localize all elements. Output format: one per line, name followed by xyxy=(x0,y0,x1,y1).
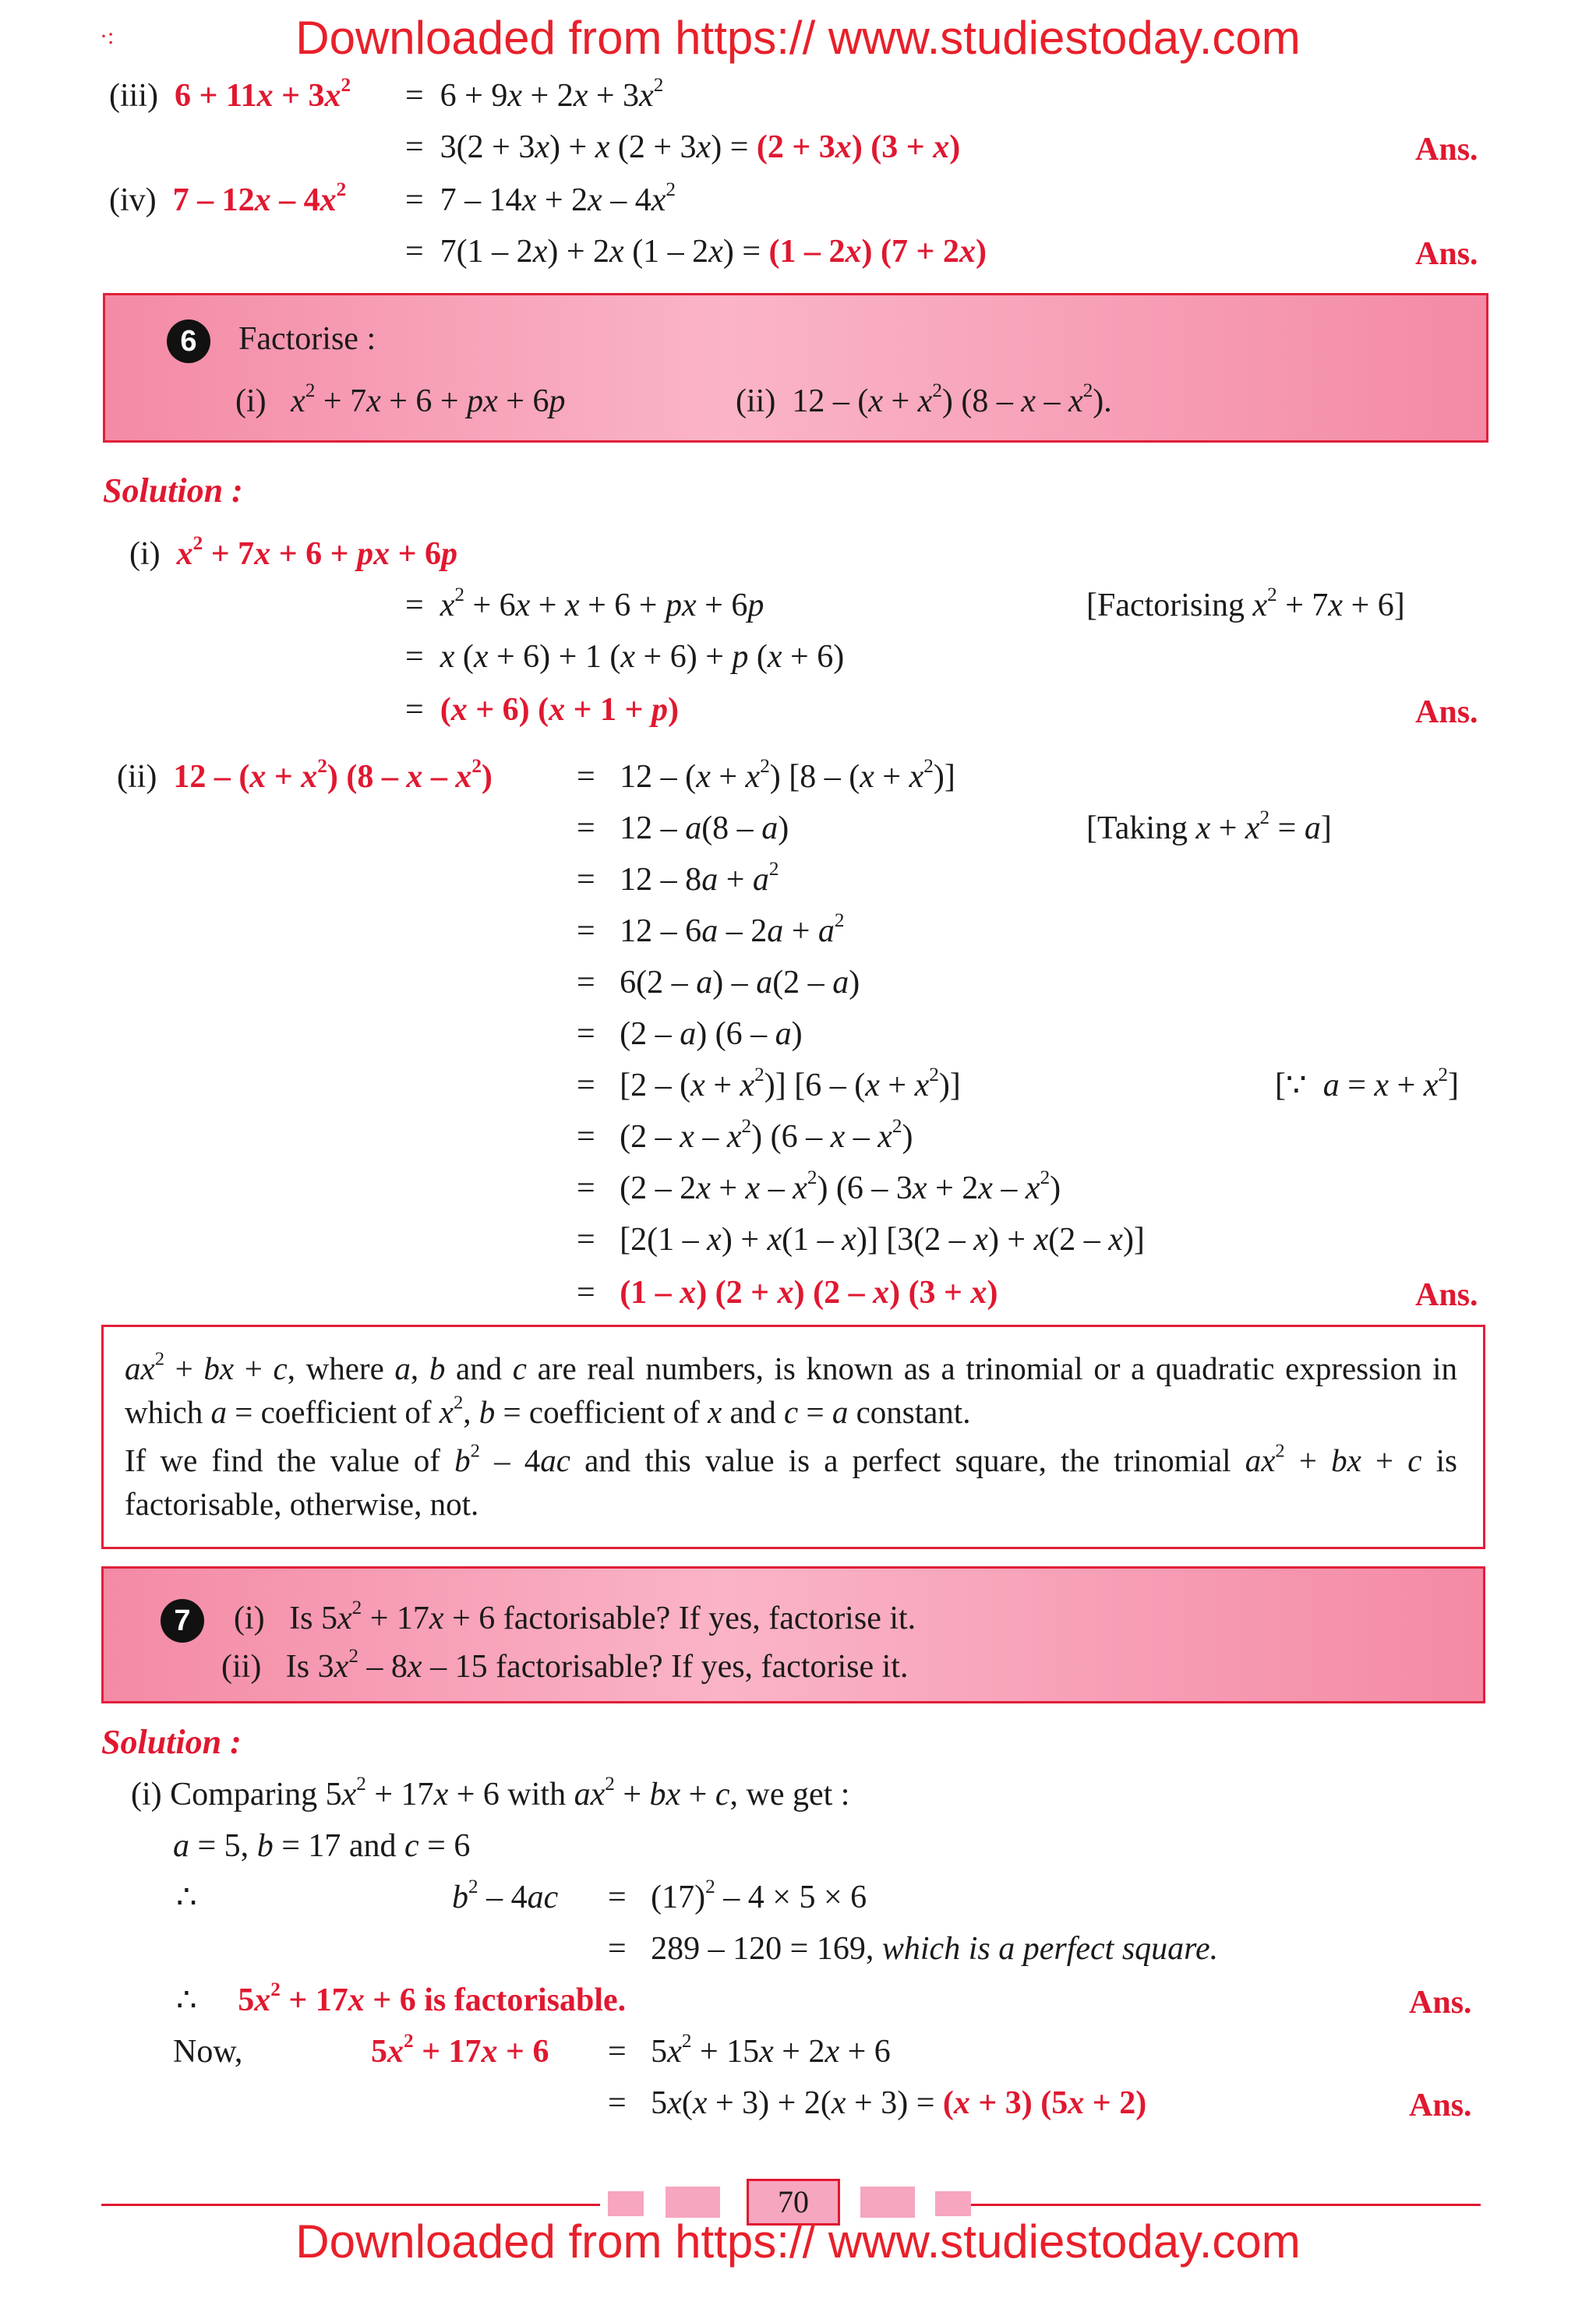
sol6-ii-step4: = $12 - 6a - 2a + a^2$ xyxy=(577,910,845,949)
sol6-ii-hint2: [∵ $a = x + x^2$] xyxy=(1275,1064,1459,1103)
question-7-number-badge: 7 xyxy=(161,1599,204,1643)
footer-decoration xyxy=(860,2187,915,2218)
sol7-intro: (i) Comparing $5x^2 + 17x + 6$ with $ax^2$ + bx + c, we get : xyxy=(131,1774,850,1813)
sol6-ii-step11: = (1 – x) (2 + x) (2 – x) (3 + x) xyxy=(577,1275,998,1311)
question-7-part-ii: (ii) Is $3x^2 - 8x - 15$ factorisable? If yes, factorise it. xyxy=(221,1646,909,1685)
sol6-ii-step3: = $12 - 8a + a^2$ xyxy=(577,859,779,898)
sol6-ii-hint1: [Taking $x + x^2 = a$] xyxy=(1086,807,1332,846)
sol6-ii-step9: = $(2 - 2x + x - x^2)$ $(6 - 3x + 2x - x^2)$ xyxy=(577,1167,1061,1206)
footer-decoration xyxy=(608,2191,644,2216)
sol6-ii-step8: = (2 – x – $x^2$) (6 – x – $x^2$) xyxy=(577,1116,913,1155)
ans-label: Ans. xyxy=(1409,2088,1472,2123)
q5-iii-line1: (iii) $6 + 11x + 3x^2$ xyxy=(109,75,351,114)
sol6-ii-step7: = $[2 - (x + x^2)]$ $[6 - (x + x^2)]$ xyxy=(577,1064,961,1103)
corner-mark: ·: xyxy=(100,23,115,49)
sol7-therefore-2: ∴ $5x^2 + 17x + 6$ is factorisable. xyxy=(176,1979,627,2018)
q5-iii-step2: = 3(2 + 3x) + x (2 + 3x) = (2 + 3x) (3 + x) xyxy=(405,129,961,165)
sol7-therefore-1: ∴ xyxy=(176,1880,197,1915)
ans-label: Ans. xyxy=(1409,1985,1472,2021)
page-number: 70 xyxy=(747,2179,840,2226)
watermark-top: Downloaded from https:// www.studiestoday.com xyxy=(295,12,1301,64)
sol6-ii-step1: = $12 - (x + x^2)$ $[8 - (x + x^2)]$ xyxy=(577,756,955,795)
solution-6-heading: Solution : xyxy=(103,471,243,510)
note-line-1: $ax^2$ + bx + c, where a, b and c are real numbers, is known as a trinomial or a quadratic expression in which a = coefficient of $x^2$, b = coefficient of x and c = a constant. xyxy=(125,1348,1457,1430)
sol7-discriminant: $b^2 - 4ac$ xyxy=(452,1876,559,1915)
sol6-ii-step2: = 12 – a(8 – a) xyxy=(577,810,789,846)
sol7-disc-step1: = $(17)^2 - 4 \times 5 \times 6$ xyxy=(608,1876,867,1915)
ans-label: Ans. xyxy=(1415,1277,1478,1313)
sol6-i-step1: = $x^2 + 6x + x + 6$ + px + 6p xyxy=(405,584,764,623)
sol7-expression: $5x^2 + 17x + 6$ xyxy=(371,2031,549,2070)
sol7-step1: = $5x^2 + 15x + 2x + 6$ xyxy=(608,2031,891,2070)
sol6-i-hint: [Factorising $x^2 + 7x + 6$] xyxy=(1086,584,1405,623)
sol6-ii-step10: = [2(1 – x) + x(1 – x)] [3(2 – x) + x(2 – x)] xyxy=(577,1222,1145,1258)
sol6-i-step3: = (x + 6) (x + 1 + p) xyxy=(405,692,679,728)
sol7-step2: = 5x(x + 3) + 2(x + 3) = (x + 3) (5x + 2) xyxy=(608,2085,1147,2121)
watermark-bottom: Downloaded from https:// www.studiestoday.com xyxy=(295,2215,1301,2268)
footer-decoration xyxy=(666,2187,720,2218)
q5-iii-step1: = $6 + 9x + 2x + 3x^2$ xyxy=(405,75,664,114)
ans-label: Ans. xyxy=(1415,132,1478,168)
question-6-title: Factorise : xyxy=(238,321,376,357)
sol6-i-question: (i) $x^2 + 7x + 6$ + px + 6p xyxy=(129,533,457,572)
q5-iv-line1: (iv) $7 - 12x - 4x^2$ xyxy=(109,179,347,218)
sol7-disc-step2: = 289 – 120 = 169, which is a perfect square. xyxy=(608,1931,1219,1967)
ans-label: Ans. xyxy=(1415,694,1478,730)
q5-iv-step2: = 7(1 – 2x) + 2x (1 – 2x) = (1 – 2x) (7 + 2x) xyxy=(405,234,987,270)
question-7-part-i: (i) Is $5x^2 + 17x + 6$ factorisable? If yes, factorise it. xyxy=(234,1597,916,1636)
question-6-number-badge: 6 xyxy=(167,319,210,363)
sol6-ii-step6: = (2 – a) (6 – a) xyxy=(577,1016,803,1052)
sol6-i-step2: = x (x + 6) + 1 (x + 6) + p (x + 6) xyxy=(405,639,845,675)
footer-decoration xyxy=(935,2191,971,2216)
sol7-now: Now, xyxy=(173,2034,243,2070)
question-6-part-ii: (ii) $12 - (x + x^2)$ (8 – x – $x^2$). xyxy=(736,380,1112,419)
footer-rule-right xyxy=(966,2204,1481,2206)
question-6-part-i: (i) $x^2 + 7x + 6$ + px + 6p xyxy=(235,380,566,419)
q5-iv-step1: = $7 - 14x + 2x - 4x^2$ xyxy=(405,179,676,218)
note-line-2: If we find the value of $b^2 - 4ac$ and this value is a perfect square, the trinomial $ax^2$ + bx + c is factorisable, otherwise, not. xyxy=(125,1440,1457,1522)
sol6-ii-step5: = 6(2 – a) – a(2 – a) xyxy=(577,965,860,1001)
ans-label: Ans. xyxy=(1415,236,1478,272)
question-6-box xyxy=(103,293,1488,443)
footer-rule-left xyxy=(101,2204,600,2206)
sol7-values: a = 5, b = 17 and c = 6 xyxy=(173,1828,471,1864)
sol6-ii-question: (ii) $12 - (x + x^2)$ (8 – x – $x^2$) xyxy=(117,756,493,795)
solution-7-heading: Solution : xyxy=(101,1723,242,1761)
